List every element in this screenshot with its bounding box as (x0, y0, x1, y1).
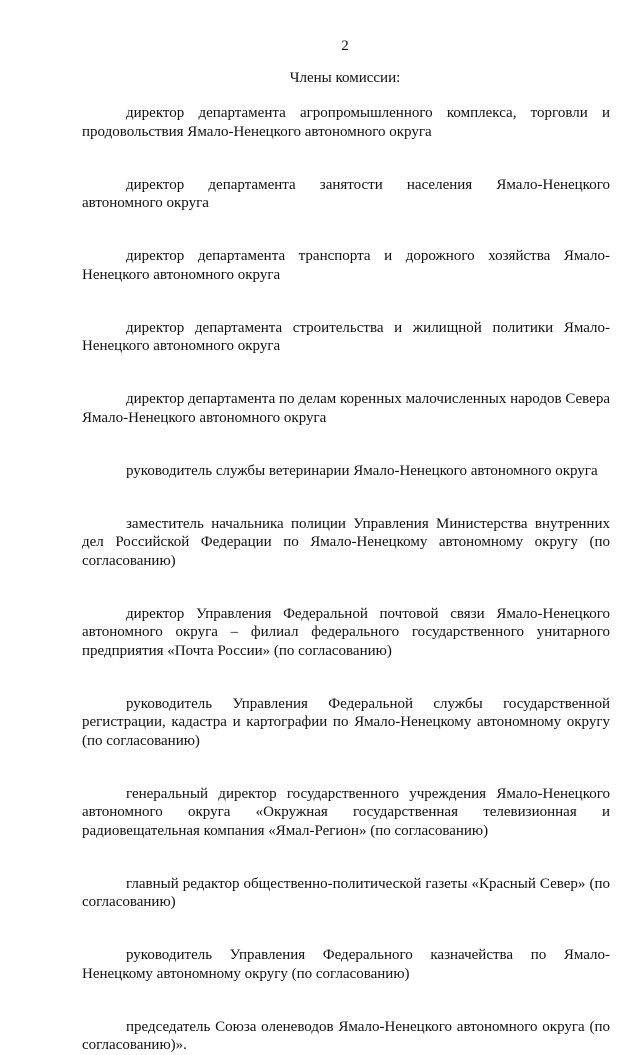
member-item: директор департамента транспорта и дорожного хозяйства Ямало-Ненецкого автономного округа (82, 248, 610, 283)
member-item: директор Управления Федеральной почтовой связи Ямало-Ненецкого автономного округа – филиал федерального государственного унитарного предприятия «Почта России» (по согласованию) (82, 605, 610, 659)
commission-members-list (82, 104, 610, 1055)
section-heading: Члены комиссии: (289, 70, 401, 86)
member-item: главный редактор общественно-политической газеты «Красный Север» (по согласованию) (82, 875, 610, 910)
member-item: генеральный директор государственного учреждения Ямало-Ненецкого автономного округа «Окружная государственная телевизионная и радиовещательная компания «Ямал-Регион» (по согласованию) (82, 785, 610, 839)
page-number: 2 (341, 38, 349, 54)
member-item: председатель Союза оленеводов Ямало-Ненецкого автономного округа (по согласованию)». (82, 1018, 610, 1053)
member-item: руководитель Управления Федерального казначейства по Ямало-Ненецкому автономному округу (по согласованию) (82, 947, 610, 982)
member-item: директор департамента агропромышленного комплекса, торговли и продовольствия Ямало-Ненецкого автономного округа (82, 105, 610, 140)
member-item: руководитель службы ветеринарии Ямало-Ненецкого автономного округа (126, 462, 598, 479)
member-item: директор департамента строительства и жилищной политики Ямало-Ненецкого автономного округа (82, 319, 610, 354)
member-item: руководитель Управления Федеральной службы государственной регистрации, кадастра и картографии по Ямало-Ненецкому автономному округу (по согласованию) (82, 695, 610, 749)
member-item: директор департамента занятости населения Ямало-Ненецкого автономного округа (82, 176, 610, 211)
member-item: заместитель начальника полиции Управления Министерства внутренних дел Российской Федерации по Ямало-Ненецкому автономному округу (по согласованию) (82, 515, 610, 569)
member-item: директор департамента по делам коренных малочисленных народов Севера Ямало-Ненецкого автономного округа (82, 391, 610, 426)
